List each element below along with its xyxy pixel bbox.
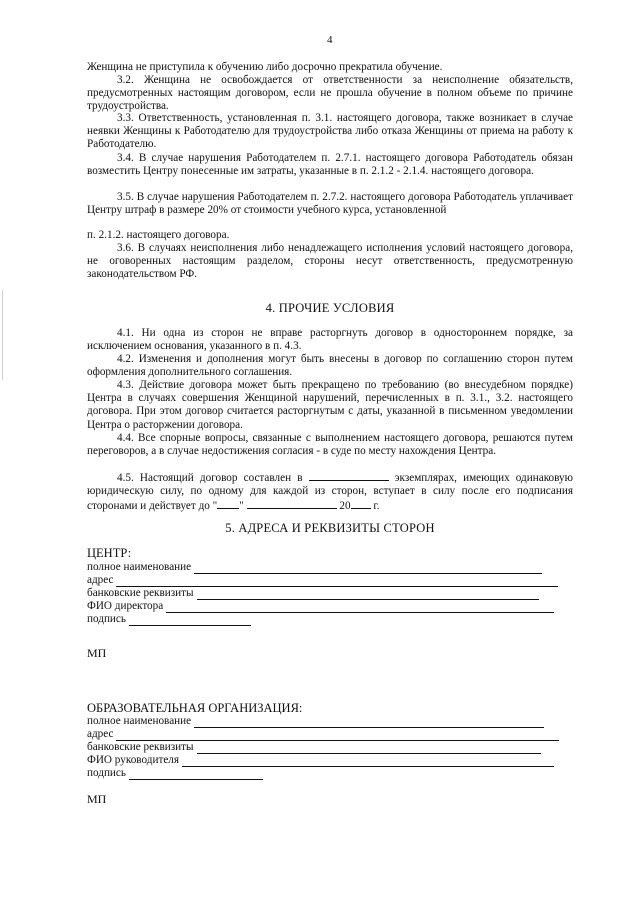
center-field-label: подпись (87, 613, 126, 625)
paragraph-4-1: 4.1. Ни одна из сторон не вправе расторгнуть договор в одностороннем порядке, за исключением основания, указанного в п. 4.3. (87, 327, 573, 353)
paragraph-4-5-year-prefix: 20 (339, 500, 351, 513)
center-field-label: ФИО директора (87, 600, 164, 612)
center-field-label: адрес (87, 574, 114, 586)
paragraph-4-4: 4.4. Все спорные вопросы, связанные с выполнением настоящего договора, решаются путем переговоров, а в случае недостижения согласия - в суде по месту нахождения Центра. (87, 432, 573, 458)
org-field-full-name (87, 715, 544, 728)
org-field-bank-details (87, 741, 541, 754)
org-field-label: подпись (87, 767, 126, 779)
org-field-signature (87, 767, 263, 780)
page-number: 4 (327, 34, 333, 46)
org-field-line (129, 769, 263, 780)
org-field-line (116, 730, 559, 741)
section-5-heading: 5. АДРЕСА И РЕКВИЗИТЫ СТОРОН (225, 521, 435, 535)
paragraph-3-1-end: Женщина не приступила к обучению либо досрочно прекратила обучение. (87, 61, 443, 73)
section-4-heading: 4. ПРОЧИЕ УСЛОВИЯ (265, 301, 395, 315)
scan-edge-mark (2, 290, 3, 380)
year-blank (351, 498, 371, 509)
center-field-signature (87, 613, 251, 626)
center-field-line (197, 589, 539, 600)
center-field-line (129, 615, 251, 626)
org-field-line (182, 756, 554, 767)
org-field-label: адрес (87, 728, 114, 740)
org-field-label: ФИО руководителя (87, 754, 180, 766)
center-field-bank-details (87, 587, 539, 600)
paragraph-3-2: 3.2. Женщина не освобождается от ответственности за неисполнение обязательств, предусмотренных настоящим договором, если не прошла обучение в полном объеме по причине трудоустройства. (87, 74, 573, 113)
paragraph-3-3: 3.3. Ответственность, установленная п. 3.1. настоящего договора, также возникает в случае неявки Женщины к Работодателю для трудоустройства либо отказа Женщины от приема на работу к Работодателю. (87, 112, 573, 151)
paragraph-4-3: 4.3. Действие договора может быть прекращено по требованию (во внесудебном порядке) Центра в случаях совершения Женщиной нарушений, перечисленных в п. 3.1., 3.2. настоящего договора. При этом договор считается расторгнутым с даты, указанной в письменном уведомлении Центра о расторжении договора. (87, 379, 573, 431)
paragraph-4-5 (87, 470, 573, 514)
paragraph-3-5-continued: п. 2.1.2. настоящего договора. (87, 229, 230, 241)
center-field-address (87, 574, 558, 587)
paragraph-3-4: 3.4. В случае нарушения Работодателем п. 2.7.1. настоящего договора Работодатель обязан возместить Центру понесенные им затраты, указанные в п. 2.1.2 - 2.1.4. настоящего договора. (87, 152, 573, 178)
paragraph-4-2: 4.2. Изменения и дополнения могут быть внесены в договор по соглашению сторон путем оформления дополнительного соглашения. (87, 353, 573, 379)
center-stamp-place: МП (87, 646, 107, 660)
day-blank (217, 498, 239, 509)
paragraph-3-6: 3.6. В случаях неисполнения либо ненадлежащего исполнения условий настоящего договора, не оговоренных настоящим разделом, стороны несут ответственность, предусмотренную законодательством РФ. (87, 242, 573, 281)
org-field-label: банковские реквизиты (87, 741, 194, 753)
org-field-line (197, 743, 541, 754)
org-title: ОБРАЗОВАТЕЛЬНАЯ ОРГАНИЗАЦИЯ: (87, 701, 303, 715)
paragraph-4-5-year-suffix: г. (373, 500, 380, 513)
center-field-label: полное наименование (87, 561, 192, 573)
center-field-line (116, 576, 558, 587)
center-field-line (166, 602, 554, 613)
center-title: ЦЕНТР: (87, 546, 132, 560)
center-field-director (87, 600, 554, 613)
copies-count-blank (309, 470, 389, 481)
month-blank (247, 498, 337, 509)
org-field-head (87, 754, 554, 767)
org-field-line (194, 717, 544, 728)
center-field-line (194, 563, 542, 574)
center-field-full-name (87, 561, 542, 574)
center-field-label: банковские реквизиты (87, 587, 194, 599)
paragraph-4-5-part-b: экземплярах, имеющих одинаковую юридическую силу, по одному для каждой из сторон, вступает в силу после его подписания сторонами и действует до " (87, 472, 573, 513)
org-field-label: полное наименование (87, 715, 192, 727)
org-stamp-place: МП (87, 792, 107, 806)
paragraph-4-5-quote-close: " (239, 500, 244, 513)
paragraph-3-5: 3.5. В случае нарушения Работодателем п. 2.7.2. настоящего договора Работодатель уплачивает Центру штраф в размере 20% от стоимости учебного курса, установленной (87, 191, 573, 217)
paragraph-4-5-part-a: 4.5. Настоящий договор составлен в (117, 472, 303, 484)
org-field-address (87, 728, 559, 741)
